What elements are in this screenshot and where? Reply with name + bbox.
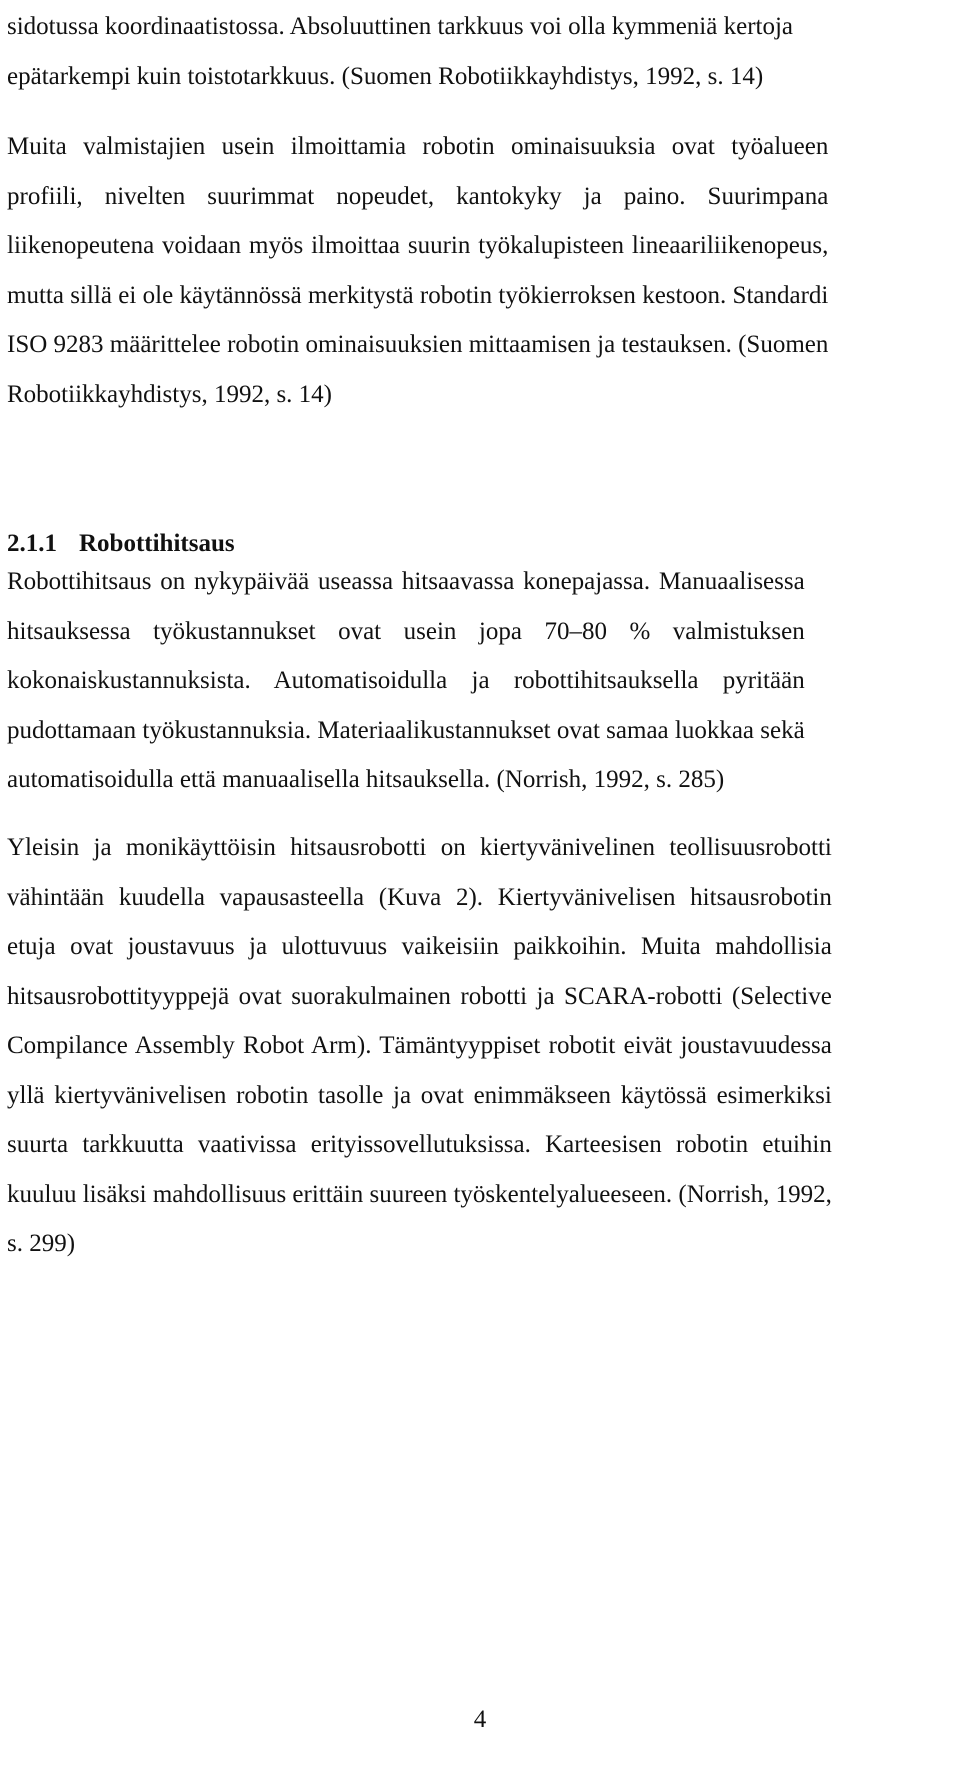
paragraph-welding-robot-types <box>7 823 832 1269</box>
text-line: epätarkempi kuin toistotarkkuus. (Suomen Robotiikkayhdistys, 1992, s. 14) <box>7 62 764 90</box>
text-line: liikenopeutena voidaan myös ilmoittaa suurin työkalupisteen lineaariliikenopeus, <box>7 232 829 259</box>
text-line: sidotussa koordinaatistossa. Absoluuttinen tarkkuus voi olla kymmeniä kertoja <box>7 13 794 40</box>
text-line: hitsauksessa työkustannukset ovat usein jopa 70–80 % valmistuksen <box>7 617 805 645</box>
text-line: Yleisin ja monikäyttöisin hitsausrobotti on kiertyvänivelinen teollisuusrobotti <box>7 834 832 861</box>
text-line: kokonaiskustannuksista. Automatisoidulla ja robottihitsauksella pyritään <box>7 667 805 694</box>
text-line: Robotiikkayhdistys, 1992, s. 14) <box>7 380 333 408</box>
section-title: Robottihitsaus <box>79 530 235 557</box>
paragraph-robot-properties <box>7 122 828 419</box>
text-line: yllä kiertyvänivelisen robotin tasolle ja ovat enimmäkseen käytössä esimerkiksi <box>7 1081 832 1109</box>
text-line: kuuluu lisäksi mahdollisuus erittäin suureen työskentelyalueeseen. (Norrish, 1992, <box>7 1180 832 1208</box>
text-line: etuja ovat joustavuus ja ulottuvuus vaikeisiin paikkoihin. Muita mahdollisia <box>7 933 832 960</box>
paragraph-robot-welding <box>7 557 805 805</box>
text-line: Compilance Assembly Robot Arm). Tämäntyyppiset robotit eivät joustavuudessa <box>7 1032 832 1059</box>
text-line: hitsausrobottityyppejä ovat suorakulmainen robotti ja SCARA-robotti (Selective <box>7 982 832 1010</box>
text-line: Muita valmistajien usein ilmoittamia robotin ominaisuuksia ovat työalueen <box>7 133 829 160</box>
text-line: suurta tarkkuutta vaativissa erityissovellutuksissa. Karteesisen robotin etuihin <box>7 1131 832 1158</box>
paragraph-repeatability <box>7 2 793 101</box>
text-line: s. 299) <box>7 1230 76 1257</box>
section-number: 2.1.1 <box>7 530 57 557</box>
text-line: vähintään kuudella vapausasteella (Kuva 2). Kiertyvänivelisen hitsausrobotin <box>7 883 832 911</box>
text-line: pudottamaan työkustannuksia. Materiaalikustannukset ovat samaa luokkaa sekä <box>7 716 805 744</box>
page-number: 4 <box>473 1706 487 1733</box>
text-line: mutta sillä ei ole käytännössä merkitystä robotin työkierroksen kestoon. Standardi <box>7 281 829 309</box>
text-line: Robottihitsaus on nykypäivää useassa hitsaavassa konepajassa. Manuaalisessa <box>7 568 805 595</box>
text-line: profiili, nivelten suurimmat nopeudet, kantokyky ja paino. Suurimpana <box>7 182 829 210</box>
text-line: ISO 9283 määrittelee robotin ominaisuuksien mittaamisen ja testauksen. (Suomen <box>7 331 829 358</box>
text-line: automatisoidulla että manuaalisella hitsauksella. (Norrish, 1992, s. 285) <box>7 766 725 793</box>
